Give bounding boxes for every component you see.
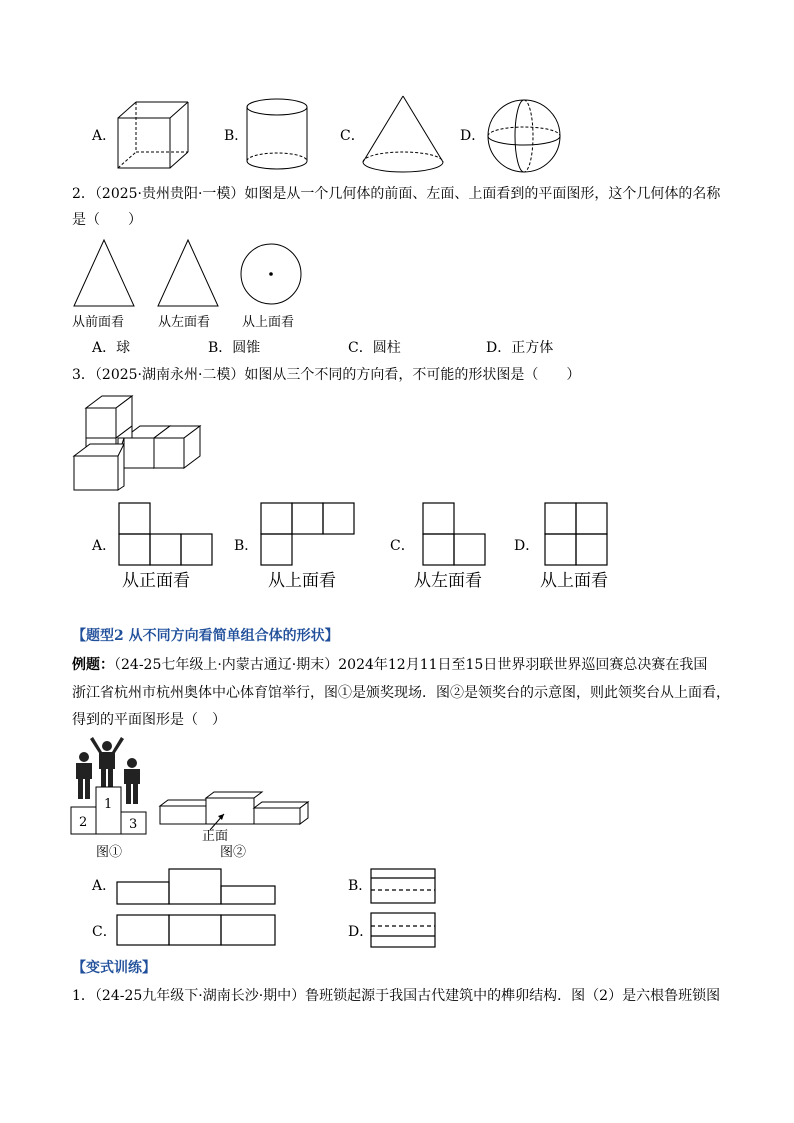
cylinder-icon	[244, 97, 310, 173]
cube-icon	[116, 100, 196, 172]
section-title-type2: 【题型2 从不同方向看简单组合体的形状】	[72, 628, 339, 644]
q1-option-d[interactable]	[460, 126, 485, 146]
q3-option-b[interactable]: B．	[234, 538, 259, 554]
q1-option-a[interactable]	[92, 126, 116, 146]
example-option-d[interactable]: D．	[348, 924, 374, 940]
q3-option-a-caption: 从正面看	[122, 571, 190, 591]
q2-view-label-front: 从前面看	[72, 315, 125, 330]
q3-option-b-grid	[260, 502, 356, 568]
q1-option-d-letter: D．	[460, 128, 486, 144]
q3-option-d[interactable]: D．	[514, 538, 540, 554]
q3-option-d-caption: 从上面看	[540, 571, 608, 591]
podium-schematic-figure	[158, 792, 310, 832]
podium-number-1: 1	[104, 797, 113, 812]
example-option-a-shape	[116, 868, 278, 906]
stacked-cubes-figure	[72, 392, 204, 494]
q2-option-a[interactable]: A．球	[92, 340, 131, 356]
example-line1	[72, 655, 707, 675]
example-label: 例题：	[72, 657, 114, 673]
q2-stem-line2: 是（ ）	[72, 212, 142, 228]
front-direction-label: 正面	[202, 829, 229, 844]
section-title-practice: 【变式训练】	[72, 960, 156, 976]
q3-option-b-caption: 从上面看	[268, 571, 336, 591]
q2-view-label-left: 从左面看	[158, 315, 211, 330]
q3-option-c[interactable]: C．	[390, 538, 415, 554]
q2-stem-line1: 2．（2025·贵州贵阳·一模）如图是从一个几何体的前面、左面、上面看到的平面图形，这个几何体的名称	[72, 186, 721, 202]
q2-option-b[interactable]: B．圆锥	[208, 340, 261, 356]
top-view-circle	[238, 242, 306, 308]
left-view-triangle	[156, 238, 220, 310]
cone-icon	[360, 94, 446, 176]
example-line3: 得到的平面图形是（ ）	[72, 712, 226, 728]
example-option-b-shape	[370, 868, 438, 906]
example-option-c-shape	[116, 914, 278, 948]
example-option-d-shape	[370, 912, 438, 950]
q1-option-b-letter: B．	[224, 128, 249, 144]
q3-option-c-caption: 从左面看	[414, 571, 482, 591]
q3-option-a[interactable]: A．	[92, 538, 117, 554]
q3-option-d-grid	[544, 502, 610, 568]
podium-number-2: 2	[79, 815, 88, 830]
v1-line1: 1．（24-25九年级下·湖南长沙·期中）鲁班锁起源于我国古代建筑中的榫卯结构．图（2）是六根鲁班锁图	[72, 988, 721, 1004]
q1-option-c-letter: C．	[340, 128, 365, 144]
q2-option-d[interactable]: D．正方体	[486, 340, 554, 356]
q2-option-c[interactable]: C．圆柱	[348, 340, 401, 356]
figure-2-label: 图②	[220, 845, 247, 860]
q3-stem: 3．（2025·湖南永州·二模）如图从三个不同的方向看，不可能的形状图是（ ）	[72, 367, 581, 383]
sphere-icon	[484, 98, 564, 174]
q2-view-label-top: 从上面看	[242, 315, 295, 330]
example-option-c[interactable]: C．	[92, 924, 117, 940]
figure-1-label: 图①	[96, 845, 123, 860]
example-option-b[interactable]: B．	[348, 878, 373, 894]
example-line2: 浙江省杭州市杭州奥体中心体育馆举行，图①是颁奖现场．图②是领奖台的示意图，则此领奖台从上面看，	[72, 685, 730, 701]
example-line1-text: （24-25七年级上·内蒙古通辽·期末）2024年12月11日至15日世界羽联世界巡回赛总决赛在我国	[114, 657, 708, 673]
q3-option-c-grid	[422, 502, 488, 568]
podium-number-3: 3	[129, 817, 138, 832]
front-view-triangle	[72, 238, 136, 310]
q1-option-a-letter: A．	[92, 128, 117, 144]
q3-option-a-grid	[118, 502, 214, 568]
example-option-a[interactable]: A．	[92, 878, 117, 894]
